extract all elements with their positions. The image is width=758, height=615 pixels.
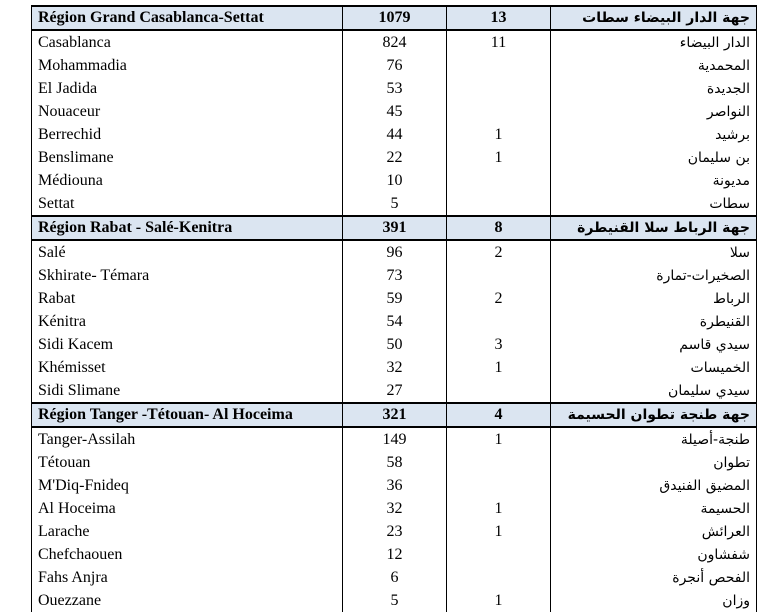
city-name-ar: العرائش	[551, 520, 757, 543]
table-row	[32, 30, 757, 54]
city-name-ar: بن سليمان	[551, 146, 757, 169]
city-second-count	[447, 451, 551, 474]
city-second-count: 1	[447, 123, 551, 146]
city-count: 32	[343, 497, 447, 520]
city-name-fr: Nouaceur	[32, 100, 343, 123]
table-row	[32, 520, 757, 543]
city-second-count: 3	[447, 333, 551, 356]
city-second-count	[447, 310, 551, 333]
city-name-fr: Tétouan	[32, 451, 343, 474]
city-count: 824	[343, 30, 447, 54]
city-name-ar: القنيطرة	[551, 310, 757, 333]
region-header-row	[32, 403, 757, 427]
city-count: 10	[343, 169, 447, 192]
city-count: 76	[343, 54, 447, 77]
city-name-fr: Settat	[32, 192, 343, 216]
table-row	[32, 146, 757, 169]
regional-data-table	[31, 5, 757, 612]
city-second-count	[447, 264, 551, 287]
city-name-fr: Khémisset	[32, 356, 343, 379]
table-row	[32, 77, 757, 100]
table-row	[32, 310, 757, 333]
city-second-count: 1	[447, 356, 551, 379]
city-name-fr: Médiouna	[32, 169, 343, 192]
region-header-row	[32, 6, 757, 30]
city-second-count	[447, 54, 551, 77]
city-count: 59	[343, 287, 447, 310]
city-name-fr: Berrechid	[32, 123, 343, 146]
city-count: 54	[343, 310, 447, 333]
city-second-count: 1	[447, 589, 551, 612]
city-name-ar: الرباط	[551, 287, 757, 310]
city-name-ar: الفحص أنجرة	[551, 566, 757, 589]
region-name-fr: Région Rabat - Salé-Kenitra	[32, 216, 343, 240]
region-name-ar: جهة الرباط سلا القنيطرة	[551, 216, 757, 240]
city-name-fr: Kénitra	[32, 310, 343, 333]
city-name-ar: الصخيرات-تمارة	[551, 264, 757, 287]
city-name-ar: سيدي سليمان	[551, 379, 757, 403]
region-name-ar: جهة الدار البيضاء سطات	[551, 6, 757, 30]
city-name-ar: تطوان	[551, 451, 757, 474]
city-count: 22	[343, 146, 447, 169]
table-row	[32, 240, 757, 264]
city-second-count	[447, 379, 551, 403]
city-second-count: 1	[447, 497, 551, 520]
city-name-ar: الحسيمة	[551, 497, 757, 520]
city-second-count: 1	[447, 427, 551, 451]
table-row	[32, 264, 757, 287]
table-row	[32, 192, 757, 216]
table-row	[32, 123, 757, 146]
city-name-fr: Ouezzane	[32, 589, 343, 612]
city-count: 53	[343, 77, 447, 100]
table-row	[32, 356, 757, 379]
city-second-count: 11	[447, 30, 551, 54]
city-name-fr: Salé	[32, 240, 343, 264]
city-name-fr: Sidi Slimane	[32, 379, 343, 403]
city-name-ar: برشيد	[551, 123, 757, 146]
city-name-fr: Sidi Kacem	[32, 333, 343, 356]
region-second-count: 4	[447, 403, 551, 427]
table-body	[32, 6, 757, 612]
city-second-count	[447, 100, 551, 123]
city-second-count: 1	[447, 146, 551, 169]
region-name-fr: Région Grand Casablanca-Settat	[32, 6, 343, 30]
city-count: 32	[343, 356, 447, 379]
city-count: 23	[343, 520, 447, 543]
city-name-ar: الجديدة	[551, 77, 757, 100]
city-name-ar: سطات	[551, 192, 757, 216]
city-second-count	[447, 543, 551, 566]
city-count: 58	[343, 451, 447, 474]
city-second-count: 2	[447, 287, 551, 310]
city-name-fr: Tanger-Assilah	[32, 427, 343, 451]
city-count: 149	[343, 427, 447, 451]
city-second-count	[447, 566, 551, 589]
table-row	[32, 427, 757, 451]
table-row	[32, 474, 757, 497]
city-count: 36	[343, 474, 447, 497]
table-row	[32, 287, 757, 310]
table-row	[32, 497, 757, 520]
city-name-fr: Chefchaouen	[32, 543, 343, 566]
city-name-fr: M'Diq-Fnideq	[32, 474, 343, 497]
city-name-ar: سلا	[551, 240, 757, 264]
city-count: 45	[343, 100, 447, 123]
city-second-count: 1	[447, 520, 551, 543]
city-name-fr: Al Hoceima	[32, 497, 343, 520]
table-row	[32, 54, 757, 77]
table-row	[32, 543, 757, 566]
city-second-count	[447, 77, 551, 100]
table-row	[32, 333, 757, 356]
city-count: 44	[343, 123, 447, 146]
table-row	[32, 169, 757, 192]
region-total: 321	[343, 403, 447, 427]
city-name-ar: الخميسات	[551, 356, 757, 379]
city-second-count	[447, 169, 551, 192]
region-header-row	[32, 216, 757, 240]
region-total: 391	[343, 216, 447, 240]
city-name-ar: الدار البيضاء	[551, 30, 757, 54]
city-name-fr: El Jadida	[32, 77, 343, 100]
table-row	[32, 451, 757, 474]
city-count: 5	[343, 589, 447, 612]
region-second-count: 8	[447, 216, 551, 240]
city-name-ar: شفشاون	[551, 543, 757, 566]
table-row	[32, 100, 757, 123]
city-name-fr: Larache	[32, 520, 343, 543]
city-count: 73	[343, 264, 447, 287]
city-name-ar: المضيق الفنيدق	[551, 474, 757, 497]
city-name-fr: Fahs Anjra	[32, 566, 343, 589]
table-row	[32, 566, 757, 589]
city-name-fr: Benslimane	[32, 146, 343, 169]
city-count: 50	[343, 333, 447, 356]
city-name-ar: مديونة	[551, 169, 757, 192]
city-name-fr: Skhirate- Témara	[32, 264, 343, 287]
city-name-ar: طنجة-أصيلة	[551, 427, 757, 451]
region-second-count: 13	[447, 6, 551, 30]
region-total: 1079	[343, 6, 447, 30]
region-name-ar: جهة طنجة تطوان الحسيمة	[551, 403, 757, 427]
city-count: 6	[343, 566, 447, 589]
city-name-ar: النواصر	[551, 100, 757, 123]
region-name-fr: Région Tanger -Tétouan- Al Hoceima	[32, 403, 343, 427]
city-count: 12	[343, 543, 447, 566]
city-name-fr: Rabat	[32, 287, 343, 310]
city-second-count	[447, 474, 551, 497]
city-name-ar: سيدي قاسم	[551, 333, 757, 356]
city-second-count: 2	[447, 240, 551, 264]
city-name-ar: المحمدية	[551, 54, 757, 77]
table-row	[32, 589, 757, 612]
city-second-count	[447, 192, 551, 216]
city-count: 5	[343, 192, 447, 216]
city-name-fr: Casablanca	[32, 30, 343, 54]
table-row	[32, 379, 757, 403]
city-name-ar: وزان	[551, 589, 757, 612]
city-name-fr: Mohammadia	[32, 54, 343, 77]
city-count: 27	[343, 379, 447, 403]
city-count: 96	[343, 240, 447, 264]
